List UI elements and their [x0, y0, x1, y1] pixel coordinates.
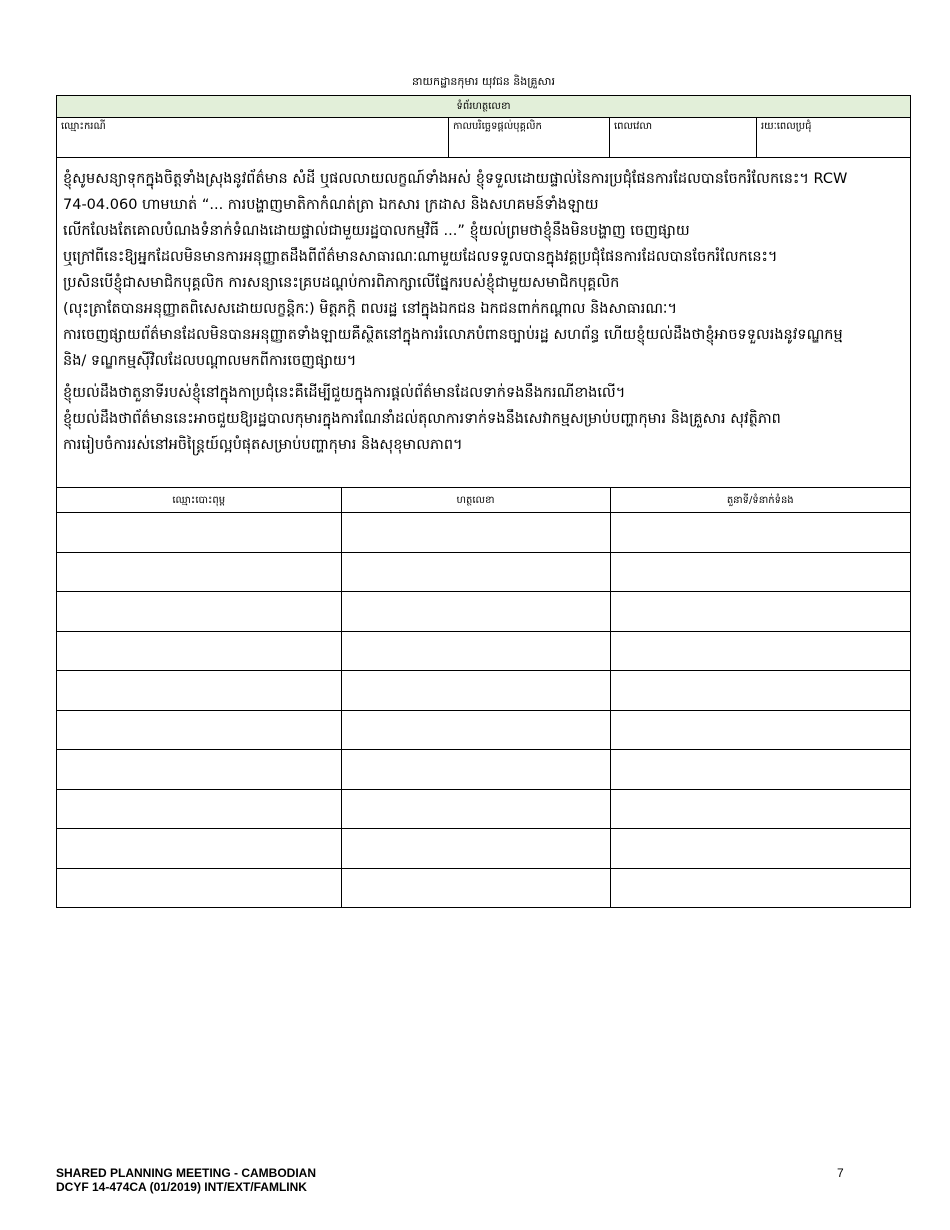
role-line: ខ្ញុំយល់ដឹងថាព័ត៌មាននេះអាចជួយឱ្យរដ្ឋបាលកុមារក្នុងការណែនាំដល់តុលាការទាក់ទងនឹងសេវាកម្មសម្រាប់បញ្ហាកុមារ និងគ្រួសារ សុវត្ថិភាព — [63, 411, 781, 427]
statement-line: លើកលែងតែគោលបំណងទំនាក់ទំណងដោយផ្ទាល់ជាមួយរដ្ឋបាលកម្មវិធី ...” ខ្ញុំយល់ព្រមថាខ្ញុំនឹងមិនបង្ហាញ ចេញផ្សាយ — [63, 223, 690, 239]
table-row — [57, 592, 910, 632]
role-cell[interactable] — [610, 552, 910, 592]
table-row — [57, 789, 910, 829]
confidentiality-statement — [57, 158, 910, 488]
statement-line: និង/ ទណ្ឌកម្មស៊ីវិលដែលបណ្តាលមកពីការចេញផ្សាយ។ — [63, 353, 357, 369]
signature-cell[interactable] — [341, 868, 610, 907]
table-row — [57, 829, 910, 869]
printed-name-cell[interactable] — [57, 671, 341, 711]
table-row — [57, 552, 910, 592]
meeting-duration-label: រយៈពេលប្រជុំ — [761, 121, 812, 132]
time-label: ពេលវេលា — [614, 121, 653, 132]
time-field[interactable] — [610, 118, 757, 157]
col-role-relationship: តួនាទី/ទំនាក់ទំនង — [610, 488, 910, 513]
statement-line: (លុះត្រាតែបានអនុញ្ញាតពិសេសដោយលក្ខន្តិកៈ) មិត្តភក្តិ ពលរដ្ឋ នៅក្នុងឯកជន ឯកជនពាក់កណ្តាល និងសាធារណៈ។ — [63, 301, 678, 317]
role-cell[interactable] — [610, 631, 910, 671]
table-row — [57, 710, 910, 750]
printed-name-cell[interactable] — [57, 631, 341, 671]
signature-cell[interactable] — [341, 789, 610, 829]
printed-name-cell[interactable] — [57, 750, 341, 790]
printed-name-cell[interactable] — [57, 829, 341, 869]
role-cell[interactable] — [610, 868, 910, 907]
table-row — [57, 513, 910, 553]
statement-line: ខ្ញុំសូមសន្យាទុកក្នុងចិត្តទាំងស្រុងនូវព័ត៌មាន សំដី ឬផលលាយលក្ខណ៍ទាំងអស់ ខ្ញុំទទួលដោយផ្ទាល់នៃការប្រជុំផែនការដែលបានចែករំលែកនេះ។ RCW — [63, 171, 848, 187]
role-cell[interactable] — [610, 789, 910, 829]
role-cell[interactable] — [610, 829, 910, 869]
form-title: SHARED PLANNING MEETING - CAMBODIAN — [56, 1166, 316, 1180]
staffing-date-label: កាលបរិច្ឆេទផ្តល់បុគ្គលិក — [453, 121, 542, 132]
signature-cell[interactable] — [341, 552, 610, 592]
printed-name-cell[interactable] — [57, 789, 341, 829]
signature-table — [57, 488, 910, 907]
table-row — [57, 631, 910, 671]
form-section-title: ទំព័រហត្ថលេខា — [57, 96, 910, 118]
printed-name-cell[interactable] — [57, 552, 341, 592]
table-row — [57, 750, 910, 790]
agency-name: នាយកដ្ឋានកុមារ យុវជន និងគ្រួសារ — [412, 75, 555, 88]
role-cell[interactable] — [610, 513, 910, 553]
printed-name-cell[interactable] — [57, 710, 341, 750]
role-line: ការរៀបចំការរស់នៅអចិន្ត្រៃយ៍ល្អបំផុតសម្រាប់បញ្ហាកុមារ និងសុខុមាលភាព។ — [63, 437, 463, 453]
table-row — [57, 671, 910, 711]
statement-line: ប្រសិនបើខ្ញុំជាសមាជិកបុគ្គលិក ការសន្យានេះគ្របដណ្តប់ការពិភាក្សាលើផ្នែករបស់ខ្ញុំជាមួយសមាជិកបុគ្គលិក — [63, 275, 620, 291]
role-cell[interactable] — [610, 671, 910, 711]
page-number: 7 — [837, 1166, 844, 1180]
signature-cell[interactable] — [341, 750, 610, 790]
signature-cell[interactable] — [341, 710, 610, 750]
signature-cell[interactable] — [341, 631, 610, 671]
case-info-row — [57, 118, 910, 158]
statement-line: ការចេញផ្សាយព័ត៌មានដែលមិនបានអនុញ្ញាតទាំងឡាយគឺស្ថិតនៅក្នុងការរំលោភបំពានច្បាប់រដ្ឋ សហព័ន្ធ ហើយខ្ញុំយល់ដឹងថាខ្ញុំអាចទទួលរងនូវទណ្ឌកម្ម — [63, 327, 843, 343]
signature-cell[interactable] — [341, 513, 610, 553]
role-cell[interactable] — [610, 750, 910, 790]
printed-name-cell[interactable] — [57, 868, 341, 907]
signature-cell[interactable] — [341, 671, 610, 711]
signature-cell[interactable] — [341, 592, 610, 632]
table-row — [57, 868, 910, 907]
printed-name-cell[interactable] — [57, 513, 341, 553]
form-number: DCYF 14-474CA (01/2019) INT/EXT/FAMLINK — [56, 1180, 307, 1194]
meeting-duration-field[interactable] — [757, 118, 910, 157]
col-signature: ហត្ថលេខា — [341, 488, 610, 513]
form-footer — [56, 1166, 316, 1194]
role-cell[interactable] — [610, 592, 910, 632]
signature-form — [56, 95, 911, 908]
printed-name-cell[interactable] — [57, 592, 341, 632]
signature-cell[interactable] — [341, 829, 610, 869]
staffing-date-field[interactable] — [449, 118, 610, 157]
signature-table-header — [57, 488, 910, 513]
role-cell[interactable] — [610, 710, 910, 750]
case-name-field[interactable] — [57, 118, 449, 157]
col-printed-name: ឈ្មោះបោះពុម្ព — [57, 488, 341, 513]
role-line: ខ្ញុំយល់ដឹងថាតួនាទីរបស់ខ្ញុំនៅក្នុងកាប្រជុំនេះគឺដើម្បីជួយក្នុងការផ្តល់ព័ត៌មានដែលទាក់ទងនឹងករណីខាងលើ។ — [63, 385, 626, 401]
case-name-label: ឈ្មោះករណី — [61, 121, 106, 132]
statement-line: 74-04.060 ហាមឃាត់ “... ការបង្ហាញមាតិកាកំណត់ត្រា ឯកសារ ក្រដាស និងសហគមន៍ទាំងឡាយ — [63, 197, 599, 213]
statement-line: ឬក្រៅពីនេះឱ្យអ្នកដែលមិនមានការអនុញ្ញាតដឹងពីព័ត៌មានសាធារណៈណាមួយដែលទទួលបានក្នុងវគ្គប្រជុំផែនការដែលបានចែករំលែកនេះ។ — [63, 249, 778, 265]
